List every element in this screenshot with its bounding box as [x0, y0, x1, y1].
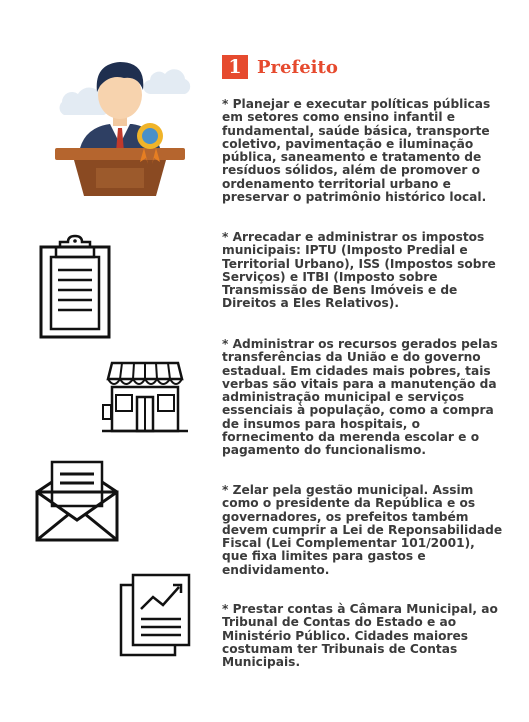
duty-text-1: * Planejar e executar políticas públicas em setores como ensino infantil e fundamental, saúde básica, transporte coletivo, pavimentação e iluminação pública, saneamento e tratamento de resíduos sólidos, além de promover o ordenamento territorial urbano e preservar o patrimônio histórico local. [222, 97, 491, 205]
duty-text-2: * Arrecadar e administrar os impostos municipais: IPTU (Imposto Predial e Territorial Urbano), ISS (Impostos sobre Serviços) e ITBI (Imposto sobre Transmissão de Bens Imóveis e de Direitos a Eles Relativos). [222, 230, 496, 311]
storefront-icon [102, 361, 188, 433]
mayor-podium-icon [40, 40, 200, 200]
duty-text-5: * Prestar contas à Câmara Municipal, ao Tribunal de Contas do Estado e ao Ministério Público. Cidades maiores costumam ter Tribunais de Contas Municipais. [222, 602, 498, 670]
duty-text-3: * Administrar os recursos gerados pelas transferências da União e do governo estadual. Em cidades mais pobres, tais verbas são vitais para a manutenção da administração municipal e serviços essenciais à população, como a compra de insumos para hospitais, o fornecimento da merenda escolar e o pagamento do funcionalismo. [222, 337, 498, 458]
section-number-badge: 1 [222, 55, 248, 79]
clipboard-icon [38, 234, 112, 340]
section-header [222, 55, 338, 79]
page-title: Prefeito [257, 56, 338, 78]
envelope-letter-icon [34, 460, 120, 542]
report-chart-icon [119, 573, 191, 657]
duty-text-4: * Zelar pela gestão municipal. Assim como o presidente da República e os governadores, os prefeitos também devem cumprir a Lei de Reponsabilidade Fiscal (Lei Complementar 101/2001), que fixa limites para gastos e endividamento. [222, 483, 503, 577]
